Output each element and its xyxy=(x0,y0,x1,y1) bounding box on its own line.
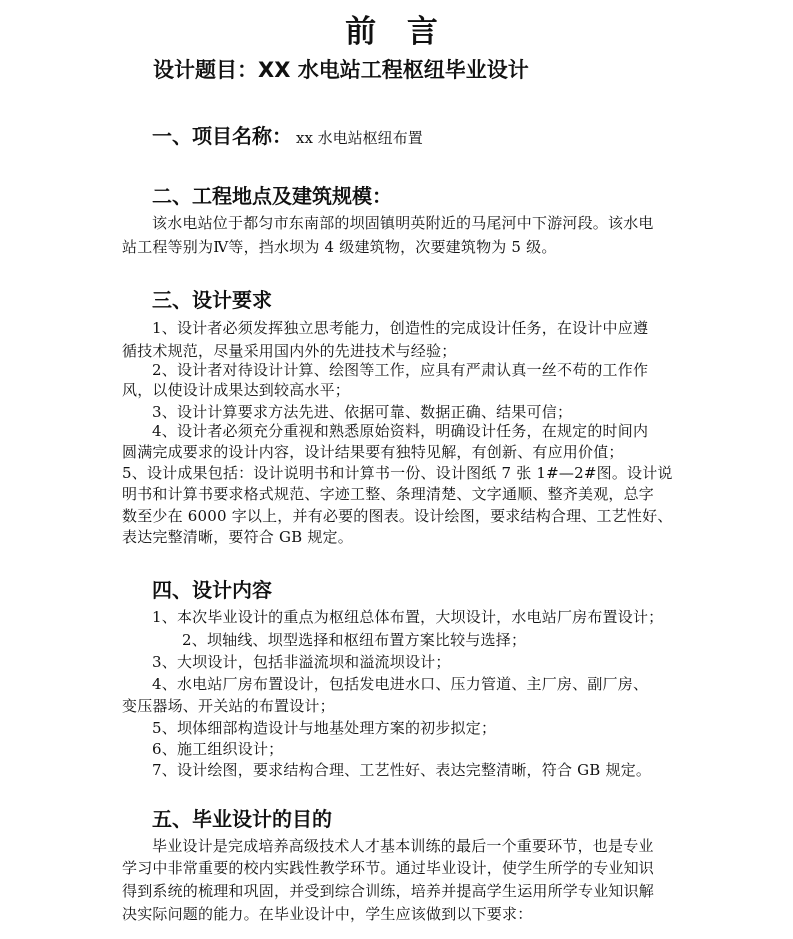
section-5-heading: 五、毕业设计的目的 xyxy=(152,807,332,831)
section-2-heading: 二、工程地点及建筑规模： xyxy=(152,184,392,208)
section-1-title: 一、项目名称： xyxy=(152,124,292,148)
paragraph-line: 数至少在 6000 字以上，并有必要的图表。设计绘图，要求结构合理、工艺性好、 xyxy=(122,507,673,525)
paragraph-line: 7、设计绘图，要求结构合理、工艺性好、表达完整清晰，符合 GB 规定。 xyxy=(152,761,652,779)
paragraph-line: 4、设计者必须充分重视和熟悉原始资料，明确设计任务，在规定的时间内 xyxy=(152,422,649,440)
paragraph-line: 明书和计算书要求格式规范、字迹工整、条理清楚、文字通顺、整齐美观，总字 xyxy=(122,485,655,503)
paragraph-line: 1、本次毕业设计的重点为枢纽总体布置，大坝设计，水电站厂房布置设计； xyxy=(152,608,664,626)
paragraph-line: 表达完整清晰，要符合 GB 规定。 xyxy=(122,528,353,546)
paragraph-line: 圆满完成要求的设计内容，设计结果要有独特见解，有创新、有应用价值； xyxy=(122,443,624,461)
paragraph-line: 3、设计计算要求方法先进、依据可靠、数据正确、结果可信； xyxy=(152,403,573,421)
page-title: 前 言 xyxy=(345,14,448,50)
paragraph-line: 4、水电站厂房布置设计，包括发电进水口、压力管道、主厂房、副厂房、 xyxy=(152,675,649,693)
section-3-heading: 三、设计要求 xyxy=(152,288,272,312)
paragraph-line: 1、设计者必须发挥独立思考能力，创造性的完成设计任务，在设计中应遵 xyxy=(152,319,649,337)
paragraph-line: 风，以使设计成果达到较高水平； xyxy=(122,381,351,399)
paragraph-line: 5、设计成果包括：设计说明书和计算书一份、设计图纸 7 张 1#—2#图。设计说 xyxy=(122,464,673,482)
paragraph-line: 5、坝体细部构造设计与地基处理方案的初步拟定； xyxy=(152,719,497,737)
design-topic: 设计题目：XX 水电站工程枢纽毕业设计 xyxy=(153,58,529,82)
project-name-value: xx 水电站枢纽布置 xyxy=(296,129,423,147)
paragraph-line: 得到系统的梳理和巩固，并受到综合训练，培养并提高学生运用所学专业知识解 xyxy=(122,882,655,900)
section-4-heading: 四、设计内容 xyxy=(152,578,272,602)
paragraph-line: 站工程等别为Ⅳ等，挡水坝为 4 级建筑物，次要建筑物为 5 级。 xyxy=(122,238,557,256)
paragraph-line: 2、设计者对待设计计算、绘图等工作，应具有严肃认真一丝不苟的工作作 xyxy=(152,361,649,379)
paragraph-line: 循技术规范，尽量采用国内外的先进技术与经验； xyxy=(122,342,457,360)
paragraph-line: 该水电站位于都匀市东南部的坝固镇明英附近的马尾河中下游河段。该水电 xyxy=(152,214,654,232)
paragraph-line: 决实际问题的能力。在毕业设计中，学生应该做到以下要求： xyxy=(122,905,533,923)
paragraph-line: 学习中非常重要的校内实践性教学环节。通过毕业设计，使学生所学的专业知识 xyxy=(122,859,655,877)
paragraph-line: 变压器场、开关站的布置设计； xyxy=(122,697,335,715)
section-1-heading xyxy=(152,120,423,149)
paragraph-line: 3、大坝设计，包括非溢流坝和溢流坝设计； xyxy=(152,653,451,671)
paragraph-line: 毕业设计是完成培养高级技术人才基本训练的最后一个重要环节，也是专业 xyxy=(152,837,654,855)
paragraph-line: 6、施工组织设计； xyxy=(152,740,284,758)
paragraph-line: 2、坝轴线、坝型选择和枢纽布置方案比较与选择； xyxy=(182,631,527,649)
